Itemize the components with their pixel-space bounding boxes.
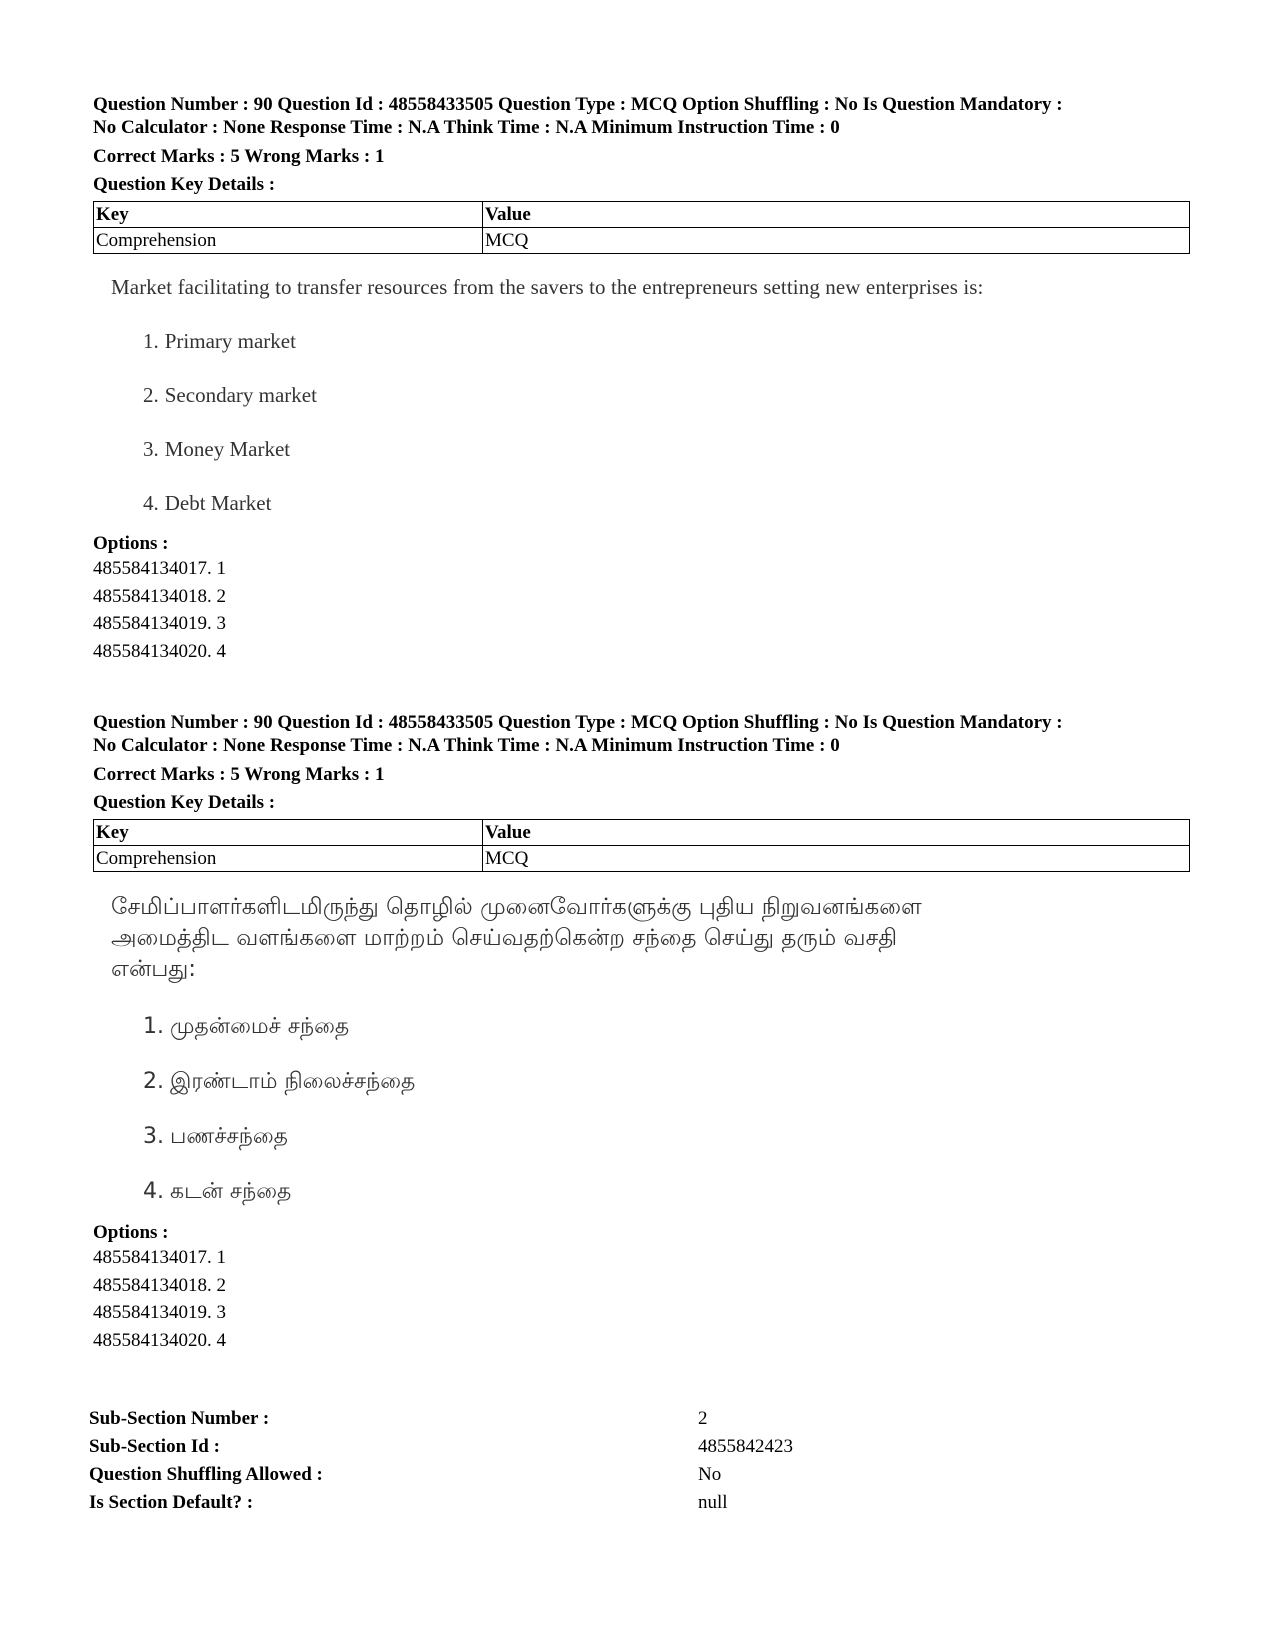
choice-number: 1. (143, 329, 159, 353)
table-cell-key: Comprehension (94, 846, 483, 872)
table-row (94, 228, 1190, 254)
options-list (93, 555, 1193, 665)
choice-text: Primary market (164, 329, 296, 353)
key-details-label: Question Key Details : (93, 174, 276, 195)
question-shuffling-label: Question Shuffling Allowed : (89, 1464, 323, 1485)
question-text: Market facilitating to transfer resources from the savers to the entrepreneurs setting new enterprises is: (111, 275, 984, 299)
question-block-2 (93, 711, 1193, 1354)
choice-text: Debt Market (164, 491, 272, 515)
choice-number: 4. (143, 1179, 164, 1204)
table-row (94, 846, 1190, 872)
subsection-row (89, 1461, 1189, 1489)
option-id-line: 485584134019. 3 (93, 613, 226, 634)
question-text (111, 892, 1193, 985)
choice-number: 2. (143, 1069, 164, 1094)
option-id-line: 485584134020. 4 (93, 1329, 226, 1351)
subsection-number-label: Sub-Section Number : (89, 1408, 270, 1429)
choice-text: முதன்மைச் சந்தை (170, 1014, 350, 1039)
option-id-line: 485584134019. 3 (93, 1302, 226, 1323)
section-default-label: Is Section Default? : (89, 1492, 254, 1513)
table-header-key: Key (94, 820, 483, 846)
choice-item (143, 1179, 1193, 1205)
choice-list (111, 328, 1193, 516)
choice-item (143, 436, 1193, 462)
question-meta-line-1: Question Number : 90 Question Id : 48558433505 Question Type : MCQ Option Shuffling : No Is Question Mandatory : (93, 712, 1063, 733)
choice-number: 2. (143, 383, 159, 407)
choice-number: 4. (143, 491, 159, 515)
subsection-id-value: 4855842423 (698, 1436, 793, 1457)
question-meta-line-2: No Calculator : None Response Time : N.A Think Time : N.A Minimum Instruction Time : 0 (93, 117, 840, 138)
choice-text: இரண்டாம் நிலைச்சந்தை (170, 1069, 416, 1094)
choice-item (143, 382, 1193, 408)
choice-text: Money Market (164, 437, 291, 461)
subsection-id-label: Sub-Section Id : (89, 1436, 220, 1457)
choice-number: 3. (143, 1124, 164, 1149)
table-header-value: Value (483, 820, 1190, 846)
question-image (111, 274, 1193, 516)
table-header-row (94, 202, 1190, 228)
subsection-row (89, 1433, 1189, 1461)
subsection-row (89, 1489, 1189, 1517)
choice-list (111, 1014, 1193, 1205)
question-block-1 (93, 93, 1193, 665)
question-shuffling-value: No (698, 1464, 722, 1485)
marks-line: Correct Marks : 5 Wrong Marks : 1 (93, 764, 385, 785)
table-header-row (94, 820, 1190, 846)
choice-text: பணச்சந்தை (170, 1124, 288, 1149)
choice-text: கடன் சந்தை (170, 1179, 292, 1204)
choice-item (143, 1124, 1193, 1150)
option-id-line: 485584134017. 1 (93, 1247, 226, 1268)
choice-item (143, 1069, 1193, 1095)
choice-item (143, 1014, 1193, 1040)
subsection-row (89, 1405, 1189, 1433)
key-details-label: Question Key Details : (93, 792, 276, 813)
question-meta (93, 711, 1193, 757)
subsection-number-value: 2 (698, 1408, 708, 1429)
section-default-value: null (698, 1492, 728, 1513)
choice-item (143, 490, 1193, 516)
option-id-line: 485584134017. 1 (93, 558, 226, 579)
question-text-line: என்பது: (111, 956, 197, 982)
question-text-line: சேமிப்பாளர்களிடமிருந்து தொழில் முனைவோர்களுக்கு புதிய நிறுவனங்களை (111, 894, 922, 920)
choice-number: 1. (143, 1014, 164, 1039)
options-list (93, 1244, 1193, 1354)
marks-line: Correct Marks : 5 Wrong Marks : 1 (93, 146, 385, 167)
option-id-line: 485584134020. 4 (93, 640, 226, 662)
choice-item (143, 328, 1193, 354)
option-id-line: 485584134018. 2 (93, 585, 226, 607)
table-cell-value: MCQ (483, 228, 1190, 254)
question-meta-line-1: Question Number : 90 Question Id : 48558433505 Question Type : MCQ Option Shuffling : No Is Question Mandatory : (93, 94, 1063, 115)
key-details-table (93, 819, 1190, 872)
key-details-table (93, 201, 1190, 254)
choice-number: 3. (143, 437, 159, 461)
question-meta (93, 93, 1193, 139)
question-image (111, 892, 1193, 1205)
table-header-value: Value (483, 202, 1190, 228)
question-meta-line-2: No Calculator : None Response Time : N.A Think Time : N.A Minimum Instruction Time : 0 (93, 735, 840, 756)
options-label: Options : (93, 533, 169, 554)
choice-text: Secondary market (164, 383, 317, 407)
table-cell-key: Comprehension (94, 228, 483, 254)
question-text-line: அமைத்திட வளங்களை மாற்றம் செய்வதற்கென்ற சந்தை செய்து தரும் வசதி (111, 925, 898, 951)
options-label: Options : (93, 1222, 169, 1243)
table-cell-value: MCQ (483, 846, 1190, 872)
table-header-key: Key (94, 202, 483, 228)
option-id-line: 485584134018. 2 (93, 1274, 226, 1296)
subsection-details (89, 1405, 1189, 1517)
